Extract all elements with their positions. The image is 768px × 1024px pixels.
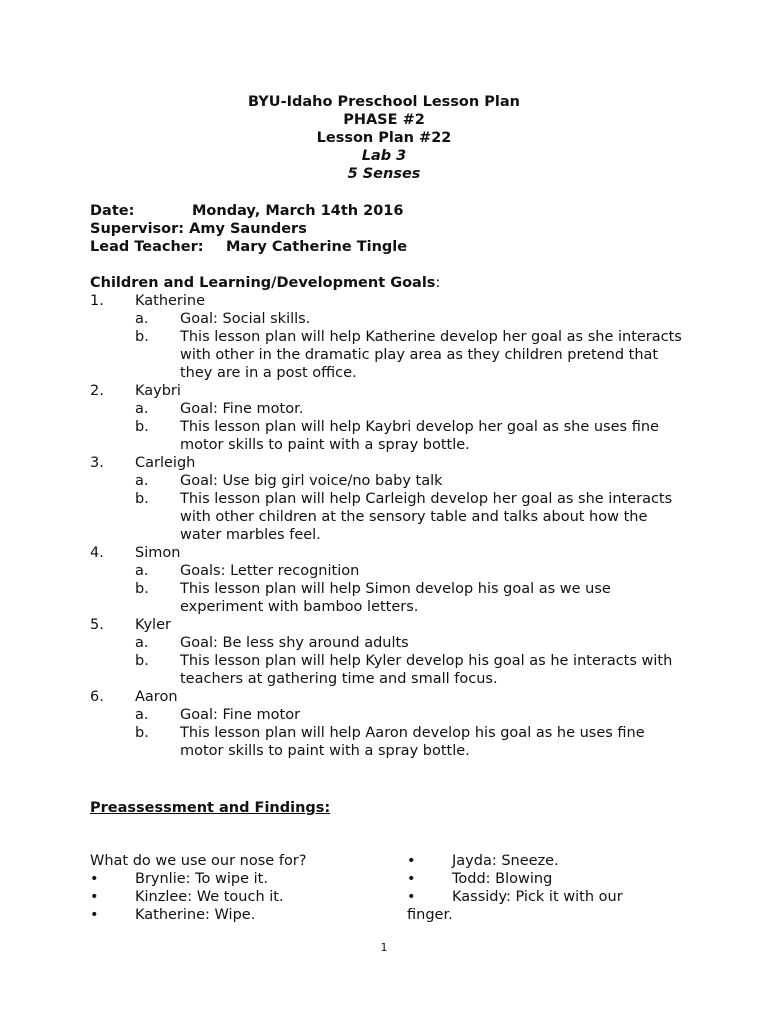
- child-goal-item: [90, 688, 690, 760]
- lead-teacher-label: Lead Teacher:: [90, 239, 204, 255]
- sub-letter-b: b.: [135, 653, 149, 669]
- bullet: •: [407, 889, 416, 905]
- child-name-row: [90, 616, 690, 634]
- answer-text: Brynlie: To wipe it.: [135, 871, 268, 887]
- answer-text: Kinzlee: We touch it.: [135, 889, 284, 905]
- goal-line: [90, 400, 690, 418]
- plan-text: This lesson plan will help Carleigh develop her goal as she interacts with other children at the sensory table and talks about how the water marbles feel.: [180, 491, 673, 543]
- preassessment-heading: Preassessment and Findings:: [90, 800, 331, 816]
- lesson-meta: [90, 202, 407, 256]
- sub-letter-a: a.: [135, 401, 149, 417]
- sub-letter-a: a.: [135, 311, 149, 327]
- answer-text: Kassidy: Pick it with our: [452, 889, 623, 905]
- child-number: 3.: [90, 455, 104, 471]
- plan-text: This lesson plan will help Kyler develop his goal as he interacts with teachers at gathering time and small focus.: [180, 653, 673, 687]
- plan-line: [90, 652, 690, 688]
- answer-item: [407, 870, 667, 888]
- sub-letter-a: a.: [135, 473, 149, 489]
- answer-item: [90, 888, 390, 906]
- preassessment-left-column: [90, 852, 390, 924]
- date-row: [90, 202, 407, 220]
- date-label: Date:: [90, 203, 135, 219]
- child-name: Kaybri: [135, 383, 181, 399]
- goal-text: Goal: Be less shy around adults: [180, 635, 409, 651]
- child-number: 5.: [90, 617, 104, 633]
- child-number: 2.: [90, 383, 104, 399]
- answer-continuation: finger.: [407, 907, 453, 923]
- child-goal-item: [90, 454, 690, 544]
- header-lab: Lab 3: [361, 148, 407, 164]
- lead-teacher-value: Mary Catherine Tingle: [226, 239, 408, 255]
- child-name: Katherine: [135, 293, 206, 309]
- child-name-row: [90, 292, 690, 310]
- lead-teacher-row: [90, 238, 407, 256]
- goals-heading-line: [90, 274, 690, 292]
- plan-line: [90, 724, 690, 760]
- header-phase: PHASE #2: [343, 112, 425, 128]
- answer-text: Todd: Blowing: [452, 871, 553, 887]
- goal-line: [90, 562, 690, 580]
- date-value: Monday, March 14th 2016: [192, 203, 404, 219]
- header-title: BYU-Idaho Preschool Lesson Plan: [248, 94, 520, 110]
- child-number: 6.: [90, 689, 104, 705]
- answer-item: [90, 870, 390, 888]
- child-name: Simon: [135, 545, 181, 561]
- sub-letter-a: a.: [135, 563, 149, 579]
- plan-text: This lesson plan will help Aaron develop his goal as he uses fine motor skills to paint with a spray bottle.: [180, 725, 645, 759]
- goals-heading-colon: :: [435, 275, 441, 291]
- goal-line: [90, 310, 690, 328]
- bullet: •: [90, 871, 99, 887]
- child-goal-item: [90, 616, 690, 688]
- sub-letter-b: b.: [135, 491, 149, 507]
- child-number: 1.: [90, 293, 104, 309]
- goal-line: [90, 706, 690, 724]
- goals-section: [90, 274, 690, 760]
- plan-text: This lesson plan will help Katherine develop her goal as she interacts with other in the dramatic play area as they children pretend that they are in a post office.: [180, 329, 682, 381]
- bullet: •: [407, 871, 416, 887]
- goals-heading: Children and Learning/Development Goals: [90, 275, 436, 291]
- bullet: •: [90, 889, 99, 905]
- sub-letter-b: b.: [135, 419, 149, 435]
- sub-letter-b: b.: [135, 329, 149, 345]
- child-number: 4.: [90, 545, 104, 561]
- child-goal-item: [90, 292, 690, 382]
- bullet: •: [407, 853, 416, 869]
- child-name-row: [90, 454, 690, 472]
- child-name: Aaron: [135, 689, 178, 705]
- child-name-row: [90, 382, 690, 400]
- header-lesson-plan: Lesson Plan #22: [316, 130, 452, 146]
- answer-item: [407, 888, 667, 906]
- child-name-row: [90, 544, 690, 562]
- child-goal-item: [90, 382, 690, 454]
- plan-text: This lesson plan will help Kaybri develop her goal as she uses fine motor skills to paint with a spray bottle.: [180, 419, 659, 453]
- answer-item: [90, 906, 390, 924]
- preassessment-right-column: [407, 852, 667, 924]
- goal-text: Goal: Fine motor.: [180, 401, 304, 417]
- answer-text: Jayda: Sneeze.: [452, 853, 559, 869]
- goal-line: [90, 472, 690, 490]
- document-header: [0, 93, 768, 183]
- child-name: Kyler: [135, 617, 171, 633]
- sub-letter-b: b.: [135, 725, 149, 741]
- plan-line: [90, 580, 690, 616]
- page-number: 1: [380, 941, 388, 954]
- goal-line: [90, 634, 690, 652]
- goal-text: Goal: Use big girl voice/no baby talk: [180, 473, 443, 489]
- child-name: Carleigh: [135, 455, 196, 471]
- plan-line: [90, 328, 690, 382]
- sub-letter-a: a.: [135, 635, 149, 651]
- sub-letter-a: a.: [135, 707, 149, 723]
- bullet: •: [90, 907, 99, 923]
- child-name-row: [90, 688, 690, 706]
- answer-text: Katherine: Wipe.: [135, 907, 256, 923]
- preassessment-question: What do we use our nose for?: [90, 853, 307, 869]
- sub-letter-b: b.: [135, 581, 149, 597]
- goal-text: Goal: Fine motor: [180, 707, 301, 723]
- supervisor-row: Supervisor: Amy Saunders: [90, 221, 307, 237]
- child-goal-item: [90, 544, 690, 616]
- header-topic: 5 Senses: [347, 166, 421, 182]
- plan-text: This lesson plan will help Simon develop his goal as we use experiment with bamboo letters.: [180, 581, 611, 615]
- plan-line: [90, 418, 690, 454]
- goal-text: Goal: Social skills.: [180, 311, 311, 327]
- answer-item: [407, 852, 667, 870]
- plan-line: [90, 490, 690, 544]
- goal-text: Goals: Letter recognition: [180, 563, 360, 579]
